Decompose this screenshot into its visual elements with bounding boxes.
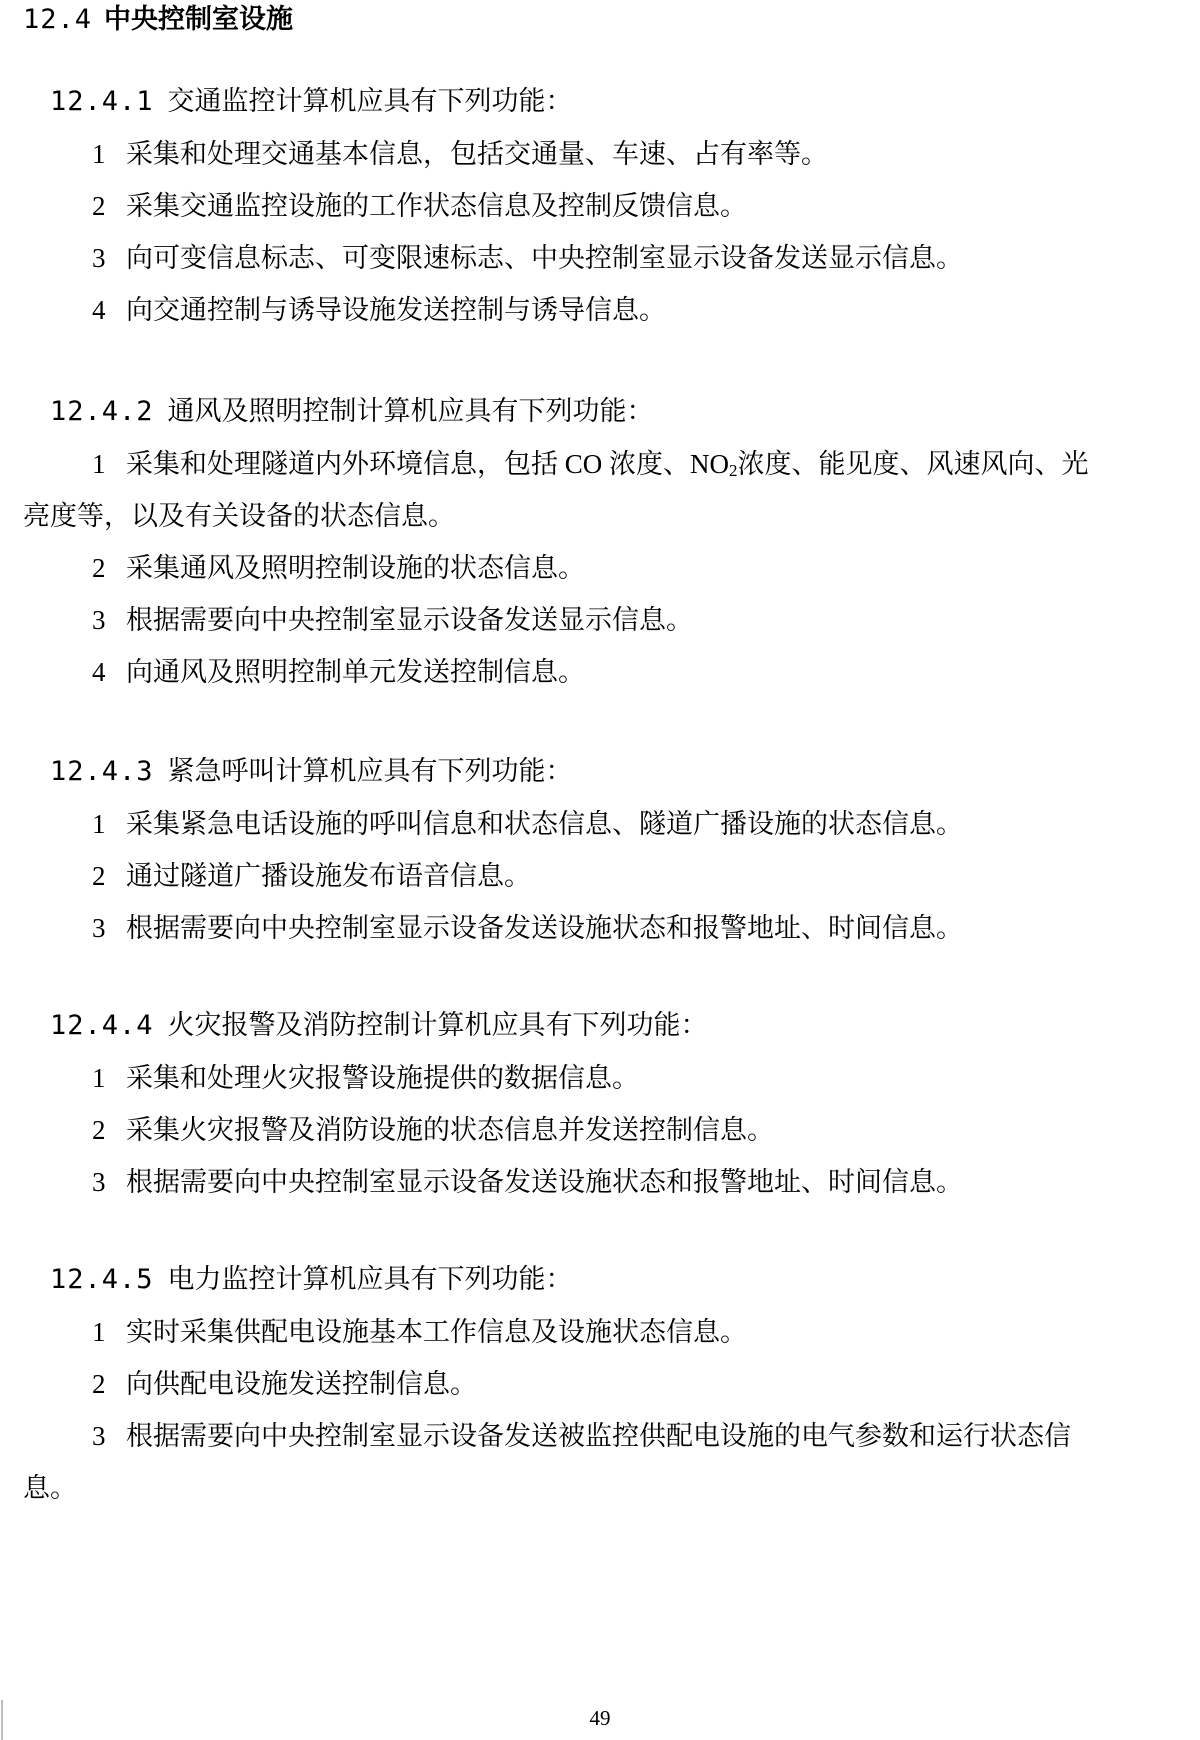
subsection-number: 12.4.4	[50, 1010, 154, 1041]
list-item	[92, 860, 531, 892]
list-item	[92, 552, 585, 584]
subsection-number: 12.4.1	[50, 86, 154, 117]
item-number: 1	[92, 809, 106, 839]
item-text: 采集紧急电话设施的呼叫信息和状态信息、隧道广播设施的状态信息。	[126, 809, 963, 839]
subsection-heading-text: 通风及照明控制计算机应具有下列功能：	[167, 396, 654, 427]
subsection-heading	[50, 396, 654, 428]
item-text: 向通风及照明控制单元发送控制信息。	[126, 657, 585, 687]
page-number: 49	[589, 1706, 611, 1730]
item-text: 采集通风及照明控制设施的状态信息。	[126, 553, 585, 583]
list-item	[92, 912, 963, 944]
item-number: 2	[92, 861, 106, 891]
subsection-heading	[50, 1264, 573, 1296]
subsection-heading-text: 紧急呼叫计算机应具有下列功能：	[167, 756, 573, 787]
item-number: 3	[92, 913, 106, 943]
list-item	[92, 1368, 477, 1400]
subsection-heading	[50, 1010, 708, 1042]
list-item	[92, 138, 828, 170]
item-text: 根据需要向中央控制室显示设备发送设施状态和报警地址、时间信息。	[126, 1167, 963, 1197]
list-item	[92, 808, 963, 840]
item-text: 采集和处理火灾报警设施提供的数据信息。	[126, 1063, 639, 1093]
subsection-heading-text: 交通监控计算机应具有下列功能：	[167, 86, 573, 117]
item-number: 2	[92, 191, 106, 221]
item-number: 1	[92, 1063, 106, 1093]
item-text: 根据需要向中央控制室显示设备发送显示信息。	[126, 605, 693, 635]
item-number: 3	[92, 605, 106, 635]
list-item	[92, 190, 747, 222]
item-text: 实时采集供配电设施基本工作信息及设施状态信息。	[126, 1317, 747, 1347]
subsection-number: 12.4.3	[50, 756, 154, 787]
item-number: 1	[92, 1317, 106, 1347]
item-number: 3	[92, 1167, 106, 1197]
list-item	[92, 1166, 963, 1198]
item-subscript: 2	[729, 461, 738, 480]
subsection-heading-text: 电力监控计算机应具有下列功能：	[167, 1264, 573, 1295]
item-continuation: 亮度等，以及有关设备的状态信息。	[23, 501, 455, 531]
subsection-number: 12.4.2	[50, 396, 154, 427]
item-text: 向交通控制与诱导设施发送控制与诱导信息。	[126, 295, 666, 325]
list-item	[92, 1420, 1071, 1452]
item-text: 采集火灾报警及消防设施的状态信息并发送控制信息。	[126, 1115, 774, 1145]
item-text: 根据需要向中央控制室显示设备发送被监控供配电设施的电气参数和运行状态信	[126, 1421, 1071, 1451]
subsection-heading	[50, 86, 573, 118]
list-item	[92, 294, 666, 326]
item-number: 2	[92, 553, 106, 583]
item-text: 根据需要向中央控制室显示设备发送设施状态和报警地址、时间信息。	[126, 913, 963, 943]
item-number: 4	[92, 295, 106, 325]
item-number: 3	[92, 1421, 106, 1451]
list-item	[92, 604, 693, 636]
item-text: 向可变信息标志、可变限速标志、中央控制室显示设备发送显示信息。	[126, 243, 963, 273]
section-title	[23, 4, 293, 36]
item-text: 采集和处理隧道内外环境信息，包括 CO 浓度、NO	[126, 449, 730, 479]
list-item	[92, 242, 963, 274]
item-number: 4	[92, 657, 106, 687]
subsection-number: 12.4.5	[50, 1264, 154, 1295]
list-item	[92, 656, 585, 688]
list-item	[92, 1114, 774, 1146]
item-text: 采集和处理交通基本信息，包括交通量、车速、占有率等。	[126, 139, 828, 169]
list-item	[92, 1316, 747, 1348]
item-text: 采集交通监控设施的工作状态信息及控制反馈信息。	[126, 191, 747, 221]
item-continuation: 息。	[23, 1473, 77, 1503]
item-text: 通过隧道广播设施发布语音信息。	[126, 861, 531, 891]
subsection-heading-text: 火灾报警及消防控制计算机应具有下列功能：	[167, 1010, 708, 1041]
item-number: 2	[92, 1369, 106, 1399]
list-item	[92, 448, 1089, 487]
section-number: 12.4	[23, 4, 93, 35]
item-number: 1	[92, 139, 106, 169]
section-title-text: 中央控制室设施	[104, 4, 294, 35]
item-text: 浓度、能见度、风速风向、光	[737, 449, 1089, 479]
subsection-heading	[50, 756, 573, 788]
item-number: 2	[92, 1115, 106, 1145]
item-number: 1	[92, 449, 106, 479]
list-item	[92, 1062, 639, 1094]
item-number: 3	[92, 243, 106, 273]
item-text: 向供配电设施发送控制信息。	[126, 1369, 477, 1399]
